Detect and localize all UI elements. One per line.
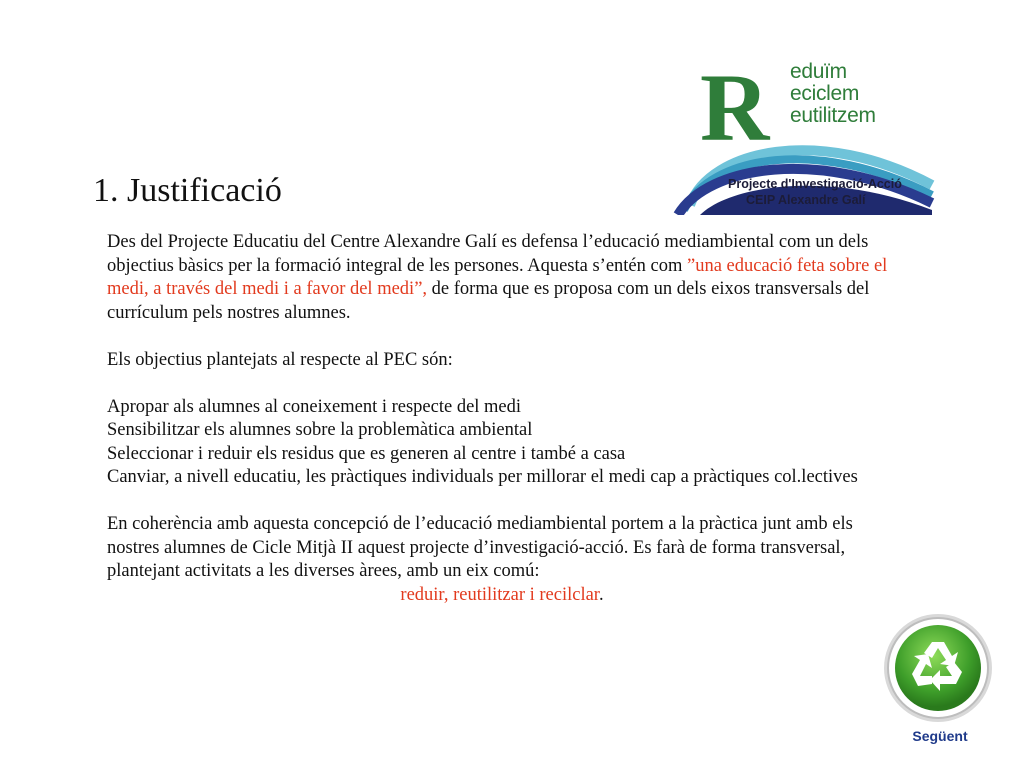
objective-item: Sensibilitzar els alumnes sobre la problemàtica ambiental — [107, 420, 533, 440]
logo-subtitle-1: Projecte d'Investigació-Acció — [728, 177, 902, 191]
project-logo — [670, 55, 935, 215]
motto-period: . — [598, 584, 604, 605]
objectives-intro: Els objectius plantejats al respecte al PEC són: — [107, 349, 453, 370]
logo-word-1: eduïm — [790, 60, 847, 83]
logo-word-2: eciclem — [790, 82, 860, 105]
page-title: 1. Justificació — [93, 172, 282, 209]
intro-paragraph — [107, 231, 907, 325]
objective-item: Canviar, a nivell educatiu, les pràctiques individuals per millorar el medi cap a pràctiques col.lectives — [107, 467, 858, 487]
objective-item: Apropar als alumnes al coneixement i respecte del medi — [107, 396, 522, 417]
logo-word-3: eutilitzem — [790, 104, 876, 127]
intro-text: Des del Projecte Educatiu del Centre Alexandre Galí es defensa l’educació mediambiental com un dels objectius bàsics per la formació integral de les persones. Aquesta s’entén com — [107, 232, 869, 276]
recycle-icon — [880, 612, 1000, 730]
coherence-paragraph: En coherència amb aquesta concepció de l’educació mediambiental portem a la pràctica junt amb els nostres alumnes de Cicle Mitjà II aquest projecte d’investigació-acció. Es farà de forma transversal, plantejant activitats a les diverses àrees, amb un eix comú: — [107, 514, 853, 581]
motto-line — [107, 584, 907, 608]
next-button[interactable] — [880, 612, 1000, 752]
next-button-label: Següent — [912, 728, 968, 744]
intro-quote: ”una educació feta sobre el medi, a través del medi i a favor del medi”, — [107, 255, 888, 299]
logo-letter: R — [700, 55, 770, 161]
intro-text-end: de forma que es proposa com un dels eixos transversals del currículum pels nostres alumnes. — [107, 279, 870, 323]
objective-item: Seleccionar i reduir els residus que es generen al centre i també a casa — [107, 443, 626, 464]
motto: reduir, reutilitzar i recilclar — [400, 584, 599, 605]
content-body — [107, 231, 907, 607]
logo-subtitle-2: CEIP Alexandre Galí — [746, 193, 866, 207]
